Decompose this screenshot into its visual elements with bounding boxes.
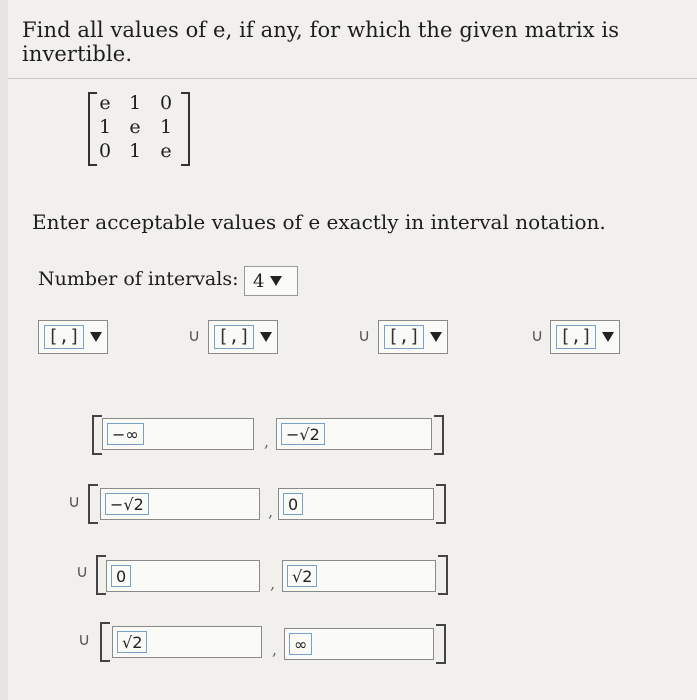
interval-2-upper-value: 0 <box>283 493 303 515</box>
matrix-cell: 0 <box>159 92 173 114</box>
interval-3-lower-value: 0 <box>111 565 131 587</box>
interval-2-lower-value: −√2 <box>105 493 149 515</box>
dropdown-arrow-icon <box>260 332 272 342</box>
dropdown-arrow-icon <box>602 332 614 342</box>
interval-1-lower-value: −∞ <box>107 423 144 445</box>
matrix-cell: 1 <box>98 116 112 138</box>
matrix-right-bracket <box>181 92 190 166</box>
interval-type-select-3[interactable] <box>378 320 448 354</box>
dropdown-arrow-icon <box>430 332 442 342</box>
interval-right-bracket <box>436 484 446 524</box>
interval-right-bracket <box>438 555 448 595</box>
interval-3-lower-input[interactable] <box>106 560 260 592</box>
interval-type-select-4[interactable] <box>550 320 620 354</box>
interval-right-bracket <box>434 415 444 455</box>
interval-1-upper-input[interactable] <box>276 418 432 450</box>
interval-type-value: [,] <box>556 325 597 349</box>
comma: , <box>268 502 274 521</box>
interval-left-bracket <box>96 555 106 595</box>
comma: , <box>272 640 278 659</box>
union-symbol: ∪ <box>78 630 91 650</box>
question-card <box>8 0 697 700</box>
num-intervals-value: 4 <box>253 270 265 292</box>
matrix-cell: e <box>160 140 172 162</box>
union-symbol: ∪ <box>358 326 371 346</box>
instruction-text: Enter acceptable values of e exactly in interval notation. <box>32 210 606 234</box>
interval-type-value: [,] <box>214 325 255 349</box>
num-intervals-select[interactable] <box>244 266 298 296</box>
interval-1-lower-input[interactable] <box>102 418 254 450</box>
matrix-cell: e <box>99 92 111 114</box>
interval-left-bracket <box>92 415 102 455</box>
interval-4-lower-input[interactable] <box>112 626 262 658</box>
comma: , <box>270 574 276 593</box>
union-symbol: ∪ <box>188 326 201 346</box>
interval-4-lower-value: √2 <box>117 631 147 653</box>
interval-4-upper-input[interactable] <box>284 628 434 660</box>
interval-left-bracket <box>100 622 110 662</box>
divider <box>8 78 697 79</box>
matrix-cell: 1 <box>128 140 142 162</box>
interval-type-select-1[interactable] <box>38 320 108 354</box>
interval-2-lower-input[interactable] <box>100 488 260 520</box>
interval-1-upper-value: −√2 <box>281 423 325 445</box>
union-symbol: ∪ <box>76 562 89 582</box>
interval-4-upper-value: ∞ <box>289 633 312 655</box>
interval-3-upper-value: √2 <box>287 565 317 587</box>
interval-right-bracket <box>436 624 446 664</box>
matrix-cell: 1 <box>159 116 173 138</box>
interval-type-value: [,] <box>384 325 425 349</box>
interval-3-upper-input[interactable] <box>282 560 436 592</box>
dropdown-arrow-icon <box>90 332 102 342</box>
interval-type-value: [,] <box>44 325 85 349</box>
union-symbol: ∪ <box>68 492 81 512</box>
union-symbol: ∪ <box>531 326 544 346</box>
matrix-cell: e <box>129 116 141 138</box>
matrix-cell: 0 <box>98 140 112 162</box>
dropdown-arrow-icon <box>270 276 282 286</box>
matrix <box>84 90 194 168</box>
question-text: Find all values of e, if any, for which the given matrix is invertible. <box>22 18 620 66</box>
comma: , <box>264 432 270 451</box>
interval-type-select-2[interactable] <box>208 320 278 354</box>
num-intervals-label: Number of intervals: <box>38 268 239 290</box>
interval-2-upper-input[interactable] <box>278 488 434 520</box>
interval-left-bracket <box>88 484 98 524</box>
matrix-cell: 1 <box>128 92 142 114</box>
